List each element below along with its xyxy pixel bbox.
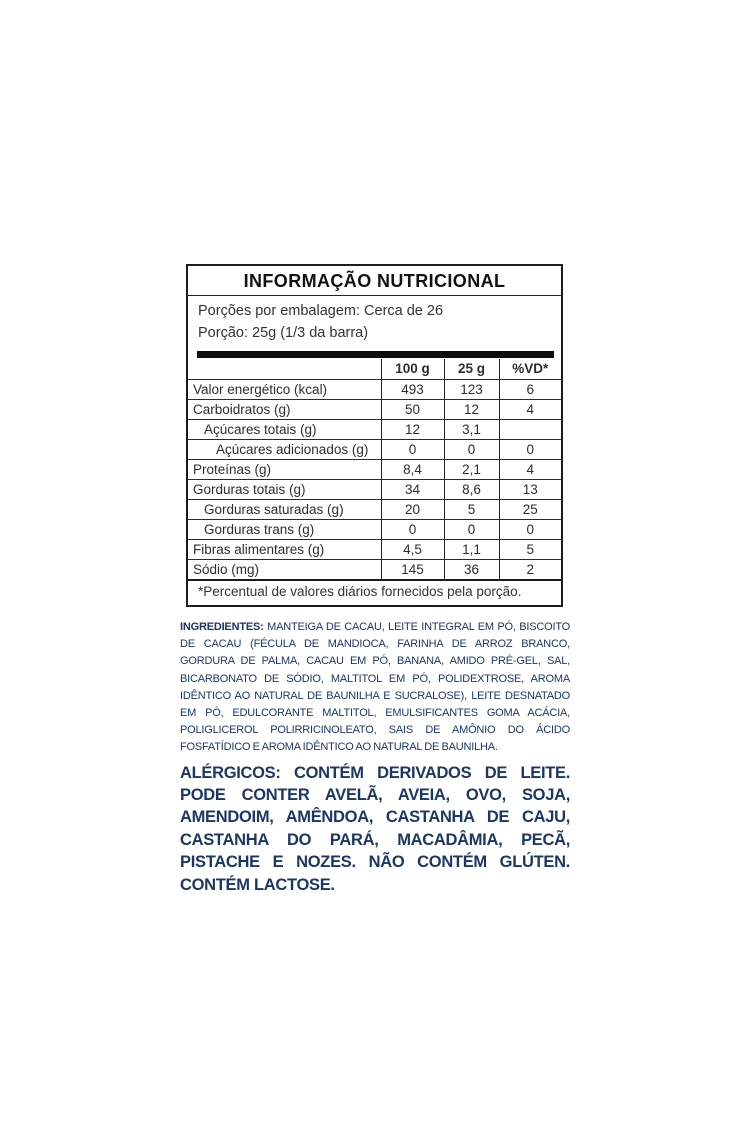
allergens-paragraph: ALÉRGICOS: CONTÉM DERIVADOS DE LEITE. PODE CONTER AVELÃ, AVEIA, OVO, SOJA, AMENDOIM, AMÊNDOA, CASTANHA DE CAJU, CASTANHA DO PARÁ, MACADÂMIA, PECÃ, PISTACHE E NOZES. NÃO CONTÉM GLÚTEN. CONTÉM LACTOSE. [180,763,570,894]
nutrition-table-title: INFORMAÇÃO NUTRICIONAL [188,266,561,296]
column-header-row [188,359,561,379]
value-100g: 8,4 [381,459,444,479]
value-100g: 0 [381,519,444,539]
value-25g: 5 [444,499,499,519]
column-header-25g: 25 g [444,359,499,379]
footnote: *Percentual de valores diários fornecidos pela porção. [188,579,561,605]
table-row [188,419,561,439]
nutrient-label: Proteínas (g) [188,459,381,479]
table-row [188,439,561,459]
value-100g: 4,5 [381,539,444,559]
nutrient-label: Carboidratos (g) [188,399,381,419]
serving-size: Porção: 25g (1/3 da barra) [198,325,369,341]
value-vd: 4 [499,459,561,479]
value-vd: 0 [499,439,561,459]
table-row [188,499,561,519]
column-header-vd: %VD* [499,359,561,379]
table-row [188,539,561,559]
package-text-block [180,619,570,896]
serving-info [188,296,561,350]
nutrient-label: Açúcares totais (g) [188,419,381,439]
nutrient-label: Gorduras trans (g) [188,519,381,539]
value-vd: 25 [499,499,561,519]
table-row [188,379,561,399]
value-25g: 12 [444,399,499,419]
servings-per-package: Porções por embalagem: Cerca de 26 [198,303,444,319]
value-25g: 3,1 [444,419,499,439]
ingredients-paragraph [180,619,570,757]
value-vd: 0 [499,519,561,539]
column-header-100g: 100 g [381,359,444,379]
ingredients-label: INGREDIENTES: [180,621,264,633]
value-vd: 2 [499,559,561,579]
value-25g: 36 [444,559,499,579]
value-25g: 8,6 [444,479,499,499]
separator-bar [197,351,554,358]
nutrition-table [186,264,563,607]
column-header-empty [188,359,381,379]
nutrient-label: Gorduras totais (g) [188,479,381,499]
value-25g: 0 [444,439,499,459]
value-100g: 145 [381,559,444,579]
nutrient-label: Açúcares adicionados (g) [188,439,381,459]
table-row [188,559,561,579]
ingredients-text: MANTEIGA DE CACAU, LEITE INTEGRAL EM PÓ, BISCOITO DE CACAU (FÉCULA DE MANDIOCA, FARINHA DE ARROZ BRANCO, GORDURA DE PALMA, CACAU EM PÓ, BANANA, AMIDO PRÉ-GEL, SAL, BICARBONATO DE SÓDIO, MALTITOL EM PÓ, POLIDEXTROSE, AROMA IDÊNTICO AO NATURAL DE BAUNILHA E SUCRALOSE), LEITE DESNATADO EM PÓ, EDULCORANTE MALTITOL, EMULSIFICANTES GOMA ACÁCIA, POLIGLICEROL POLIRRICINOLEATO, SAIS DE AMÔNIO DO ÁCIDO FOSFATÍDICO E AROMA IDÊNTICO AO NATURAL DE BAUNILHA. [180,621,571,754]
value-vd: 6 [499,379,561,399]
value-vd: 5 [499,539,561,559]
table-row [188,519,561,539]
value-100g: 0 [381,439,444,459]
value-vd: 13 [499,479,561,499]
value-25g: 0 [444,519,499,539]
table-row [188,399,561,419]
value-100g: 20 [381,499,444,519]
nutrient-label: Gorduras saturadas (g) [188,499,381,519]
value-100g: 50 [381,399,444,419]
nutrition-rows [188,379,561,579]
nutrition-facts-grid [188,359,561,579]
value-vd [499,419,561,439]
nutrient-label: Fibras alimentares (g) [188,539,381,559]
value-100g: 12 [381,419,444,439]
value-100g: 493 [381,379,444,399]
value-100g: 34 [381,479,444,499]
value-25g: 1,1 [444,539,499,559]
value-25g: 123 [444,379,499,399]
table-row [188,459,561,479]
nutrient-label: Sódio (mg) [188,559,381,579]
value-25g: 2,1 [444,459,499,479]
value-vd: 4 [499,399,561,419]
table-row [188,479,561,499]
nutrient-label: Valor energético (kcal) [188,379,381,399]
